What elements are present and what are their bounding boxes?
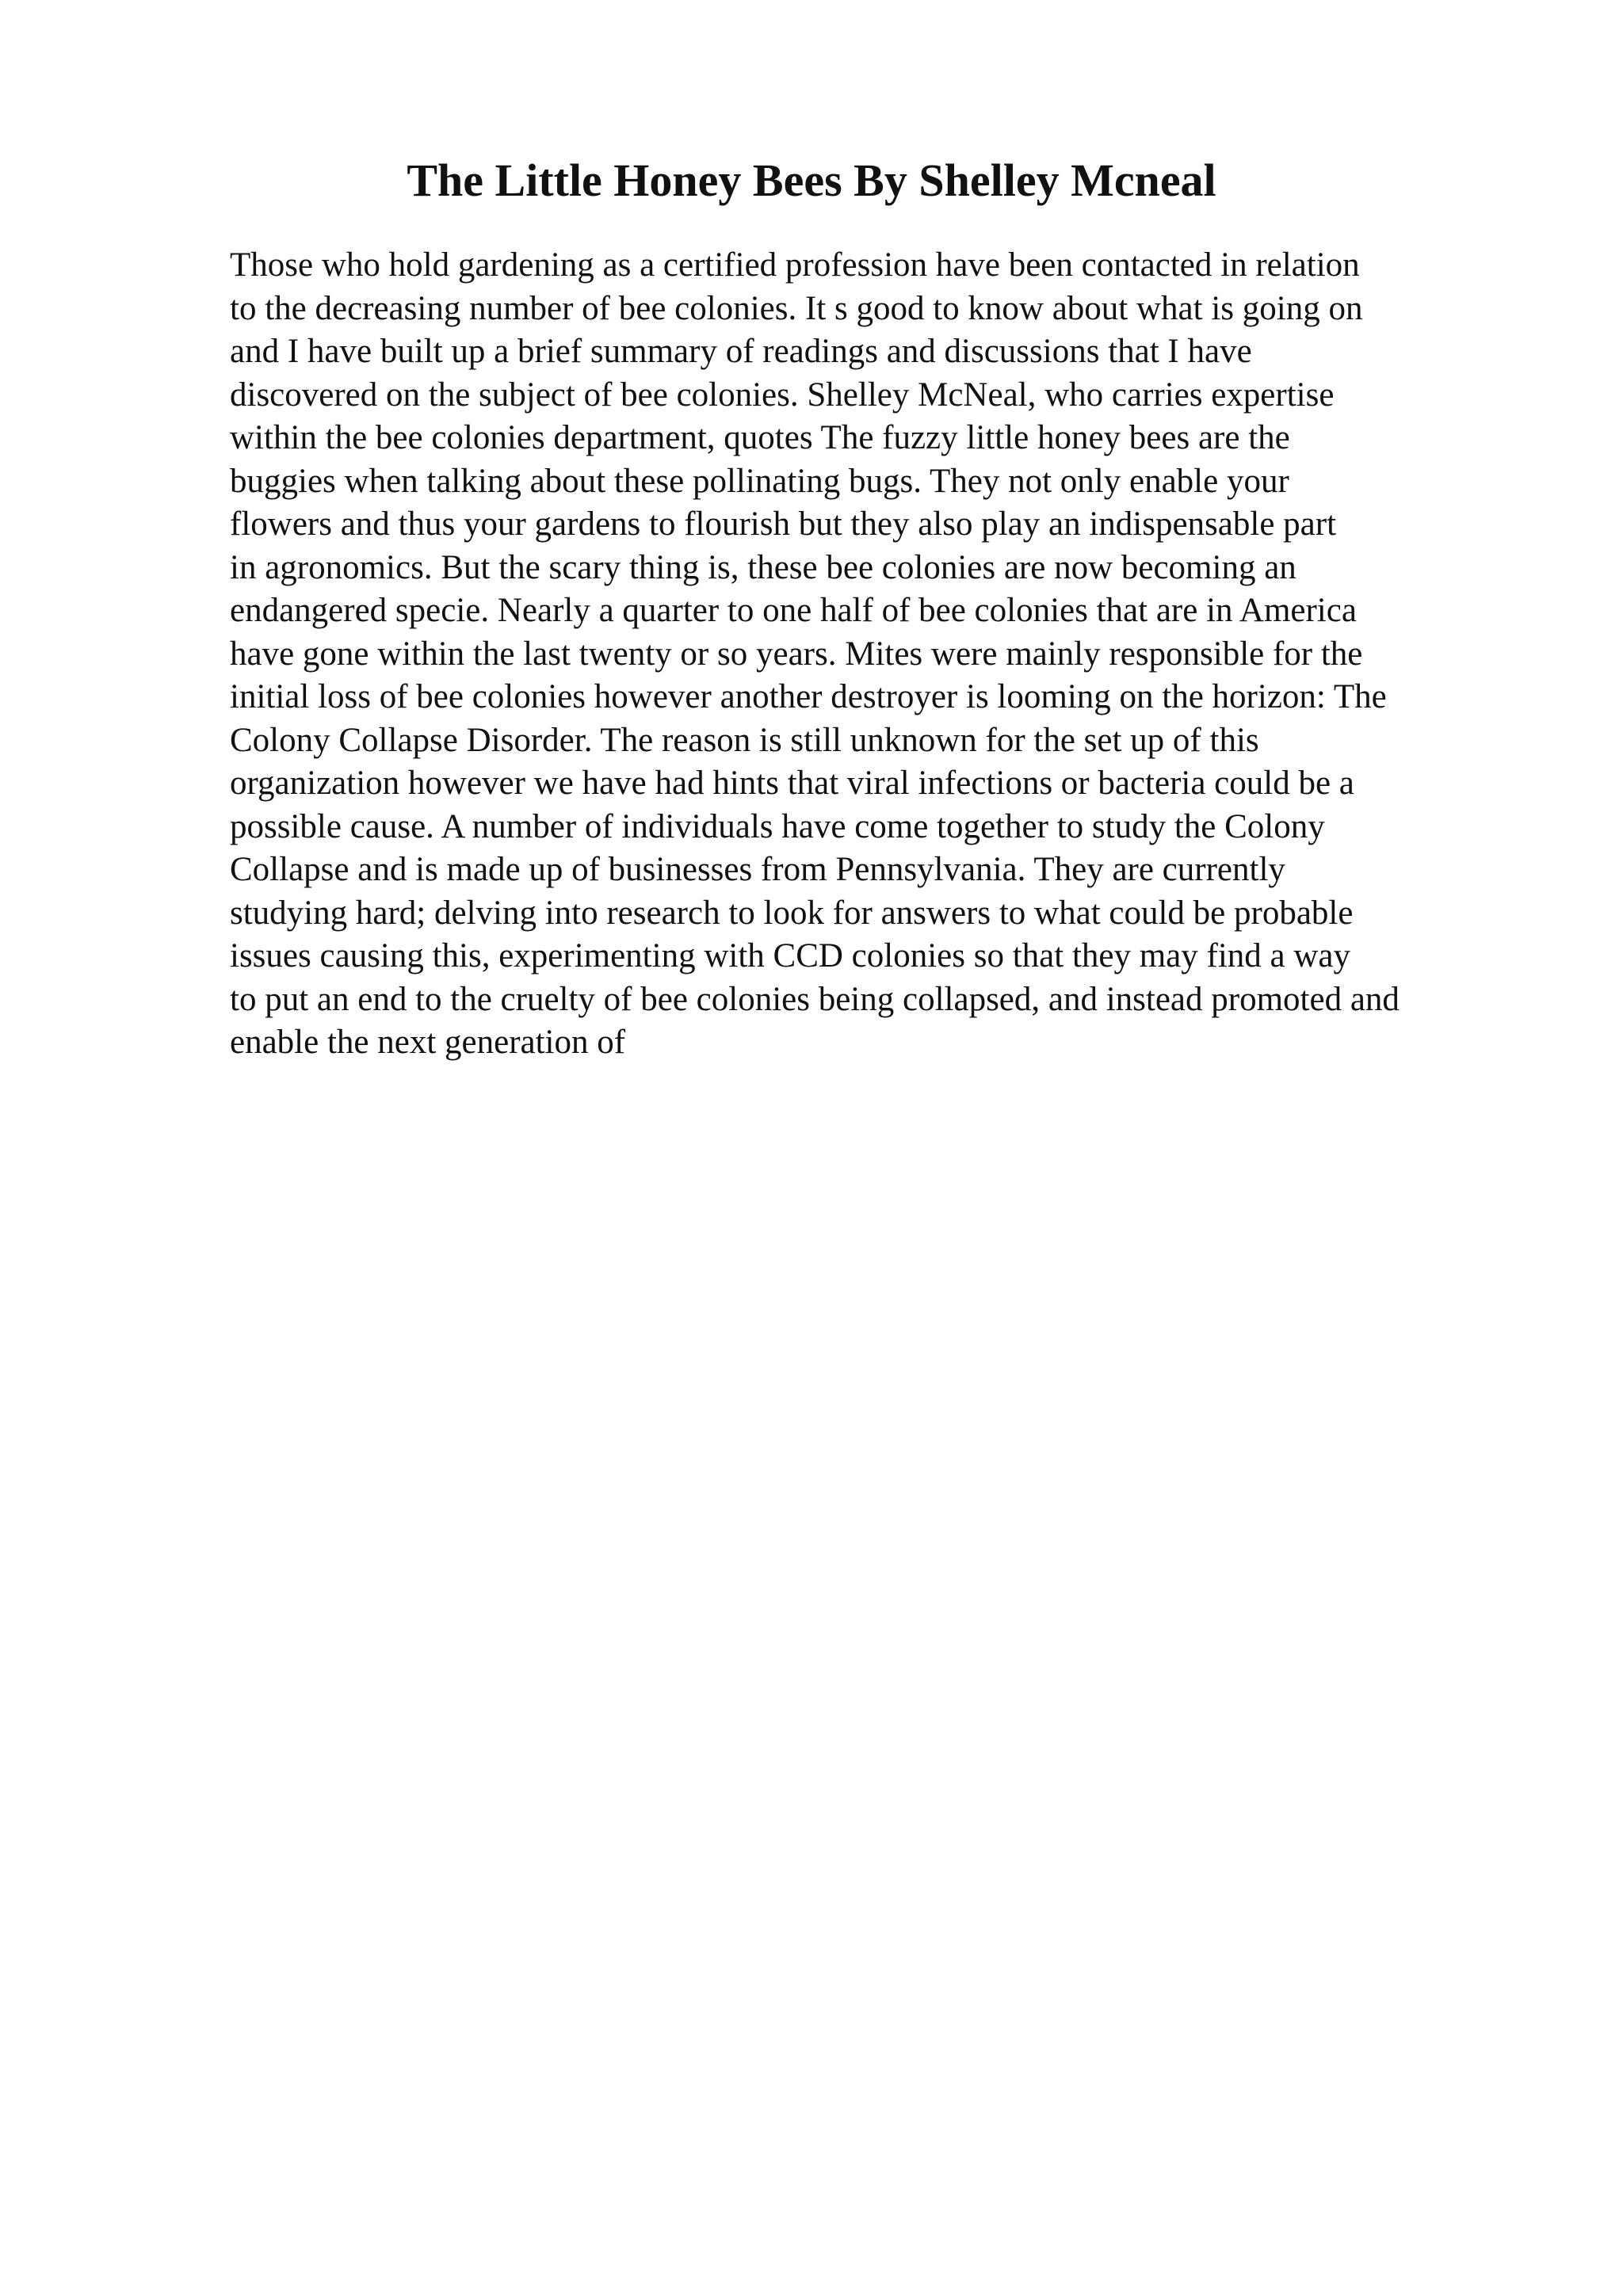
document-body — [230, 244, 1514, 1065]
body-text-line: in agronomics. But the scary thing is, these bee colonies are now becoming an — [230, 548, 1296, 586]
body-text-line: endangered specie. Nearly a quarter to one half of bee colonies that are in America — [230, 592, 1357, 629]
body-text-line: and I have built up a brief summary of readings and discussions that I have — [230, 333, 1252, 370]
body-text-line: discovered on the subject of bee colonies. Shelley McNeal, who carries expertise — [230, 376, 1335, 414]
body-text-line: organization however we have had hints that viral infections or bacteria could be a — [230, 765, 1354, 802]
document-title: The Little Honey Bees By Shelley Mcneal — [407, 154, 1216, 206]
body-text-line: possible cause. A number of individuals have come together to study the Colony — [230, 807, 1325, 845]
body-text-line: enable the next generation of — [230, 1024, 626, 1061]
body-text-line: Collapse and is made up of businesses from Pennsylvania. They are currently — [230, 851, 1285, 888]
body-text-line: Those who hold gardening as a certified profession have been contacted in relation — [230, 246, 1360, 284]
body-text-line: flowers and thus your gardens to flourish but they also play an indispensable part — [230, 505, 1337, 543]
body-text-line: to the decreasing number of bee colonies. It s good to know about what is going on — [230, 289, 1363, 327]
body-text-line: Colony Collapse Disorder. The reason is still unknown for the set up of this — [230, 721, 1259, 759]
body-text-line: have gone within the last twenty or so years. Mites were mainly responsible for the — [230, 635, 1363, 673]
body-text-line: buggies when talking about these pollinating bugs. They not only enable your — [230, 462, 1289, 500]
body-text-line: issues causing this, experimenting with CCD colonies so that they may find a way — [230, 937, 1351, 974]
body-text-line: within the bee colonies department, quotes The fuzzy little honey bees are the — [230, 419, 1290, 456]
body-text-line: initial loss of bee colonies however another destroyer is looming on the horizon: The — [230, 678, 1387, 715]
body-text-line: studying hard; delving into research to look for answers to what could be probable — [230, 894, 1354, 932]
body-text-line: to put an end to the cruelty of bee colonies being collapsed, and instead promoted and — [230, 980, 1400, 1018]
